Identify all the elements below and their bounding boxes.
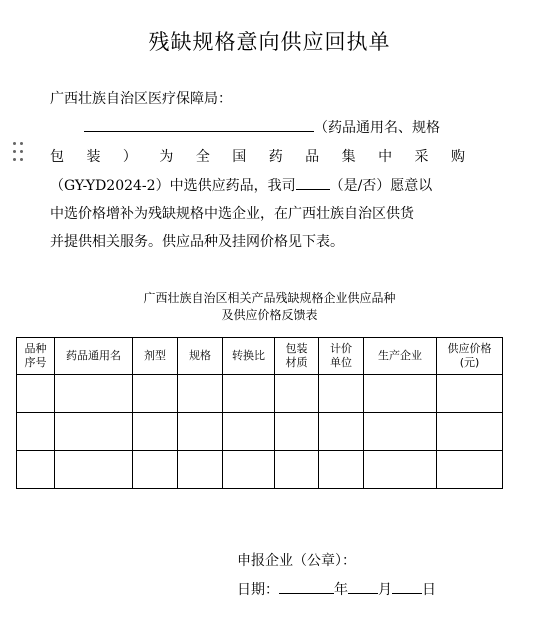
paragraph-char: ） — [122, 149, 137, 165]
table-cell[interactable] — [17, 413, 55, 451]
header-text: 品种 — [24, 342, 47, 355]
header-text: 包装 — [285, 342, 308, 355]
table-cell[interactable] — [437, 375, 503, 413]
form-title: 残缺规格意向供应回执单 — [148, 30, 391, 54]
header-text: 生产企业 — [378, 349, 422, 362]
table-cell[interactable] — [437, 413, 503, 451]
day-blank[interactable] — [392, 580, 422, 594]
table-cell[interactable] — [275, 375, 319, 413]
paragraph-char: 全 — [195, 149, 210, 165]
table-cell[interactable] — [133, 413, 178, 451]
header-text: 计价 — [330, 342, 352, 355]
year-blank[interactable] — [279, 580, 334, 594]
paragraph-text: （是/否）愿意以 — [329, 178, 433, 194]
table-cell[interactable] — [364, 451, 437, 489]
paragraph-char: 装 — [86, 149, 101, 165]
drug-name-blank[interactable] — [84, 118, 314, 132]
paragraph-line-1 — [84, 117, 440, 137]
paragraph-char: 集 — [341, 149, 356, 165]
paragraph-char: 药 — [268, 149, 283, 165]
paragraph-char: 为 — [159, 149, 174, 165]
year-label: 年 — [334, 582, 348, 598]
table-header-cell — [275, 338, 319, 375]
table-cell[interactable] — [319, 375, 364, 413]
table-title-line-1: 广西壮族自治区相关产品残缺规格企业供应品种 — [143, 291, 396, 305]
date-line — [237, 579, 436, 599]
header-text: 转换比 — [232, 349, 265, 362]
table-cell[interactable] — [275, 413, 319, 451]
header-text: 序号 — [24, 356, 47, 369]
header-text: 材质 — [285, 356, 308, 369]
header-text: 剂型 — [144, 349, 166, 362]
table-cell[interactable] — [133, 375, 178, 413]
table-cell[interactable] — [17, 451, 55, 489]
table-title-line-2: 及供应价格反馈表 — [221, 308, 318, 322]
table-cell[interactable] — [223, 451, 275, 489]
table-row — [17, 451, 503, 489]
paragraph-char: 国 — [232, 149, 247, 165]
table-header-cell — [178, 338, 223, 375]
table-cell[interactable] — [17, 375, 55, 413]
table-cell[interactable] — [364, 375, 437, 413]
paragraph-char: 购 — [450, 149, 465, 165]
paragraph-text: （GY-YD2024-2）中选供应药品，我司 — [50, 178, 296, 194]
table-cell[interactable] — [55, 413, 133, 451]
table-cell[interactable] — [55, 451, 133, 489]
header-text: 供应价格 — [447, 342, 492, 355]
paragraph-char: 品 — [305, 149, 320, 165]
table-cell[interactable] — [319, 451, 364, 489]
paragraph-line-2 — [50, 146, 465, 166]
table-cell[interactable] — [364, 413, 437, 451]
table-header-cell — [133, 338, 178, 375]
table-cell[interactable] — [223, 375, 275, 413]
table-cell[interactable] — [178, 451, 223, 489]
applicant-label: 申报企业（公章）： — [237, 553, 356, 569]
header-text: 单位 — [330, 356, 352, 369]
paragraph-line-4: 中选价格增补为残缺规格中选企业，在广西壮族自治区供货 — [50, 206, 414, 222]
paragraph-line-5: 并提供相关服务。供应品种及挂网价格见下表。 — [50, 234, 344, 250]
table-header-cell — [364, 338, 437, 375]
table-header-cell — [437, 338, 503, 375]
yes-no-blank[interactable] — [296, 176, 330, 190]
day-label: 日 — [422, 582, 436, 598]
table-cell[interactable] — [178, 375, 223, 413]
header-text: (元) — [459, 356, 480, 369]
month-blank[interactable] — [348, 580, 378, 594]
paragraph-char: 包 — [50, 149, 64, 165]
recipient-line: 广西壮族自治区医疗保障局： — [50, 91, 232, 107]
table-row — [17, 375, 503, 413]
table-cell[interactable] — [55, 375, 133, 413]
table-cell[interactable] — [437, 451, 503, 489]
table-cell[interactable] — [319, 413, 364, 451]
supply-table — [16, 337, 503, 489]
drag-handle-icon[interactable] — [12, 141, 26, 163]
table-header-cell — [319, 338, 364, 375]
table-header-cell — [55, 338, 133, 375]
table-header-cell — [223, 338, 275, 375]
table-cell[interactable] — [133, 451, 178, 489]
month-label: 月 — [378, 582, 392, 598]
table-cell[interactable] — [275, 451, 319, 489]
header-text: 规格 — [189, 349, 211, 362]
paragraph-line-3 — [50, 175, 432, 195]
paragraph-char: 采 — [414, 149, 429, 165]
paragraph-text: （药品通用名、规格 — [314, 120, 440, 136]
table-row — [17, 413, 503, 451]
table-cell[interactable] — [223, 413, 275, 451]
table-cell[interactable] — [178, 413, 223, 451]
date-label: 日期： — [237, 582, 279, 598]
table-header-cell — [17, 338, 55, 375]
header-text: 药品通用名 — [66, 349, 121, 362]
paragraph-char: 中 — [378, 149, 393, 165]
